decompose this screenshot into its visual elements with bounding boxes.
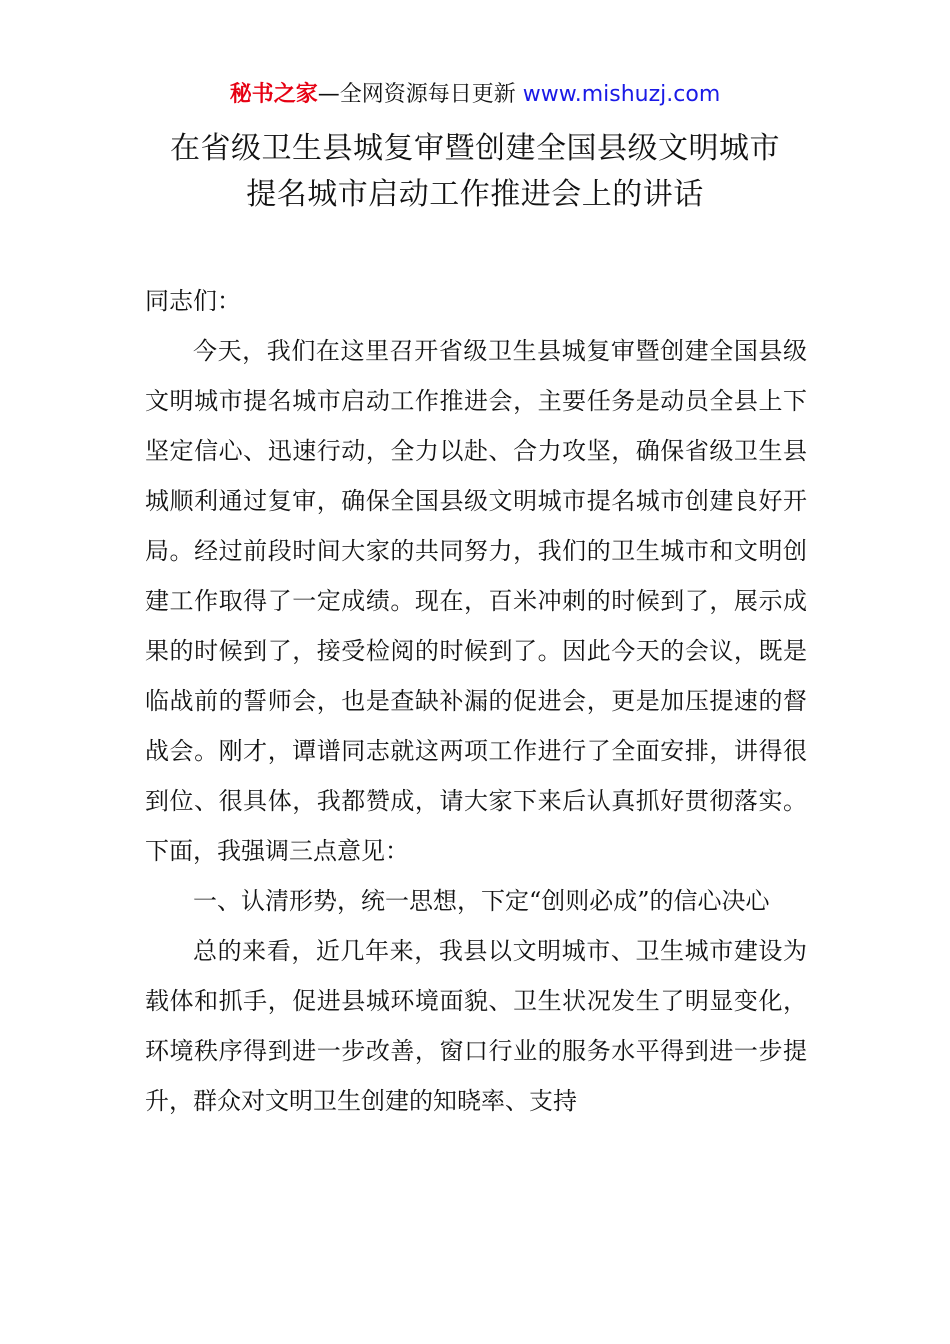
document-body (145, 276, 807, 1126)
site-header (0, 80, 950, 110)
site-url[interactable]: www.mishuzj.com (522, 82, 721, 107)
document-title (0, 126, 950, 218)
paragraph-1: 今天，我们在这里召开省级卫生县城复审暨创建全国县级文明城市提名城市启动工作推进会，主要任务是动员全县上下坚定信心、迅速行动，全力以赴、合力攻坚，确保省级卫生县城顺利通过复审，确保全国县级文明城市提名城市创建良好开局。经过前段时间大家的共同努力，我们的卫生城市和文明创建工作取得了一定成绩。现在，百米冲刺的时候到了，展示成果的时候到了，接受检阅的时候到了。因此今天的会议，既是临战前的誓师会，也是查缺补漏的促进会，更是加压提速的督战会。刚才，谭谱同志就这两项工作进行了全面安排，讲得很到位、很具体，我都赞成，请大家下来后认真抓好贯彻落实。下面，我强调三点意见： (145, 337, 807, 865)
brand-name: 秘书之家 (229, 82, 318, 107)
title-line-2: 提名城市启动工作推进会上的讲话 (246, 177, 704, 212)
salutation: 同志们： (145, 287, 241, 315)
header-tagline: —全网资源每日更新 (317, 82, 523, 107)
paragraph-2: 总的来看，近几年来，我县以文明城市、卫生城市建设为载体和抓手，促进县城环境面貌、卫生状况发生了明显变化，环境秩序得到进一步改善，窗口行业的服务水平得到进一步提升，群众对文明卫生创建的知晓率、支持 (145, 937, 807, 1115)
title-line-1: 在省级卫生县城复审暨创建全国县级文明城市 (170, 131, 780, 166)
section-heading-1: 一、认清形势，统一思想，下定“创则必成”的信心决心 (193, 887, 770, 915)
